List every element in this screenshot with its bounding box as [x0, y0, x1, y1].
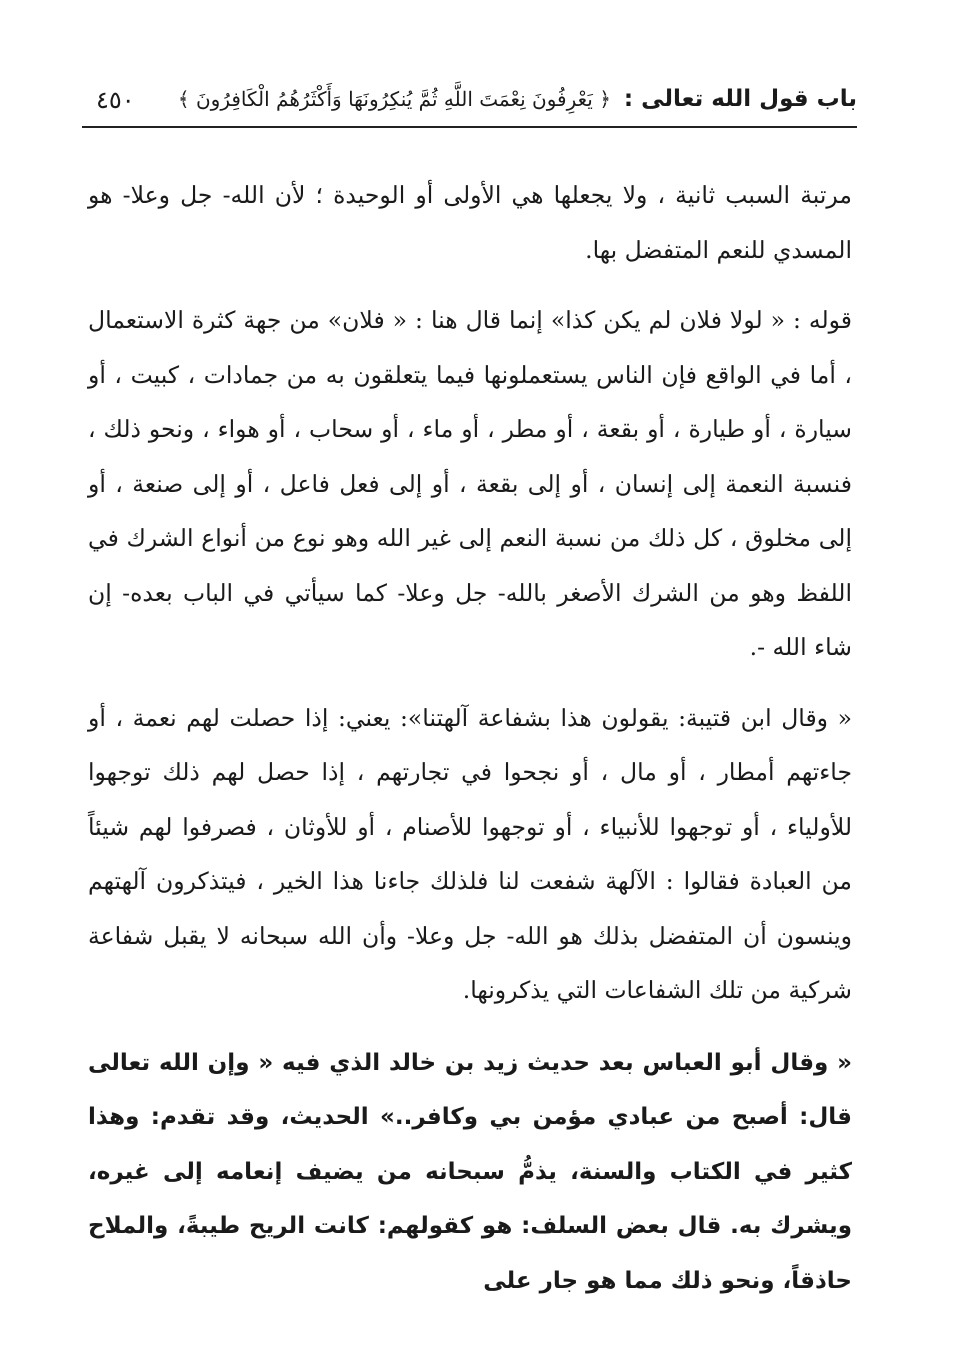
- paragraph-2: قوله : « لولا فلان لم يكن كذا» إنما قال هنا : « فلان» من جهة كثرة الاستعمال ، أما في الواقع فإن الناس يستعملونها فيما يتعلقون به من جمادات ، كبيت ، أو سيارة ، أو طيارة ، أو بقعة ، أو مطر ، أو ماء ، أو سحاب ، أو هواء ، ونحو ذلك ، فنسبة النعمة إلى إنسان ، أو إلى بقعة ، أو إلى فعل فاعل ، أو إلى صنعة ، أو إلى مخلوق ، كل ذلك من نسبة النعم إلى غير الله وهو نوع من أنواع الشرك في اللفظ وهو من الشرك الأصغر بالله- جل وعلا- كما سيأتي في الباب بعده- إن شاء الله -.: [88, 306, 852, 661]
- quran-verse: ﴿ يَعْرِفُونَ نِعْمَتَ اللَّهِ ثُمَّ يُنكِرُونَهَا وَأَكْثَرُهُمُ الْكَافِرُونَ ﴾: [177, 87, 611, 111]
- page-body: [88, 168, 852, 1308]
- chapter-title: [178, 86, 857, 112]
- chapter-label: باب قول الله تعالى :: [623, 86, 857, 112]
- page-number: ٤٥٠: [96, 86, 135, 114]
- paragraph-3: « وقال ابن قتيبة: يقولون هذا بشفاعة آلهتنا»: يعني: إذا حصلت لهم نعمة ، أو جاءتهم أمطار ، أو مال ، أو نجحوا في تجارتهم ، إذا حصل لهم ذلك توجهوا للأولياء ، أو توجهوا للأنبياء ، أو توجهوا للأصنام ، أو للأوثان ، فصرفوا لهم شيئاً من العبادة فقالوا : الآلهة شفعت لنا فلذلك جاءنا هذا الخير ، فيتذكرون آلهتهم وينسون أن المتفضل بذلك هو الله- جل وعلا- وأن الله سبحانه لا يقبل شفاعة شركية من تلك الشفاعات التي يذكرونها.: [88, 703, 852, 1004]
- paragraph-1: مرتبة السبب ثانية ، ولا يجعلها هي الأولى أو الوحيدة ؛ لأن الله- جل وعلا- هو المسدي للنعم المتفضل بها.: [88, 181, 852, 264]
- header-rule: [82, 126, 857, 128]
- page-header: [82, 80, 857, 130]
- paragraph-4: « وقال أبو العباس بعد حديث زيد بن خالد الذي فيه « وإن الله تعالى قال: أصبح من عبادي مؤمن بي وكافر..» الحديث، وقد تقدم: وهذا كثير في الكتاب والسنة، يذمُّ سبحانه من يضيف إنعامه إلى غيره، ويشرك به. قال بعض السلف: هو كقولهم: كانت الريح طيبةً، والملاح حاذقاً، ونحو ذلك مما هو جار على: [88, 1049, 852, 1294]
